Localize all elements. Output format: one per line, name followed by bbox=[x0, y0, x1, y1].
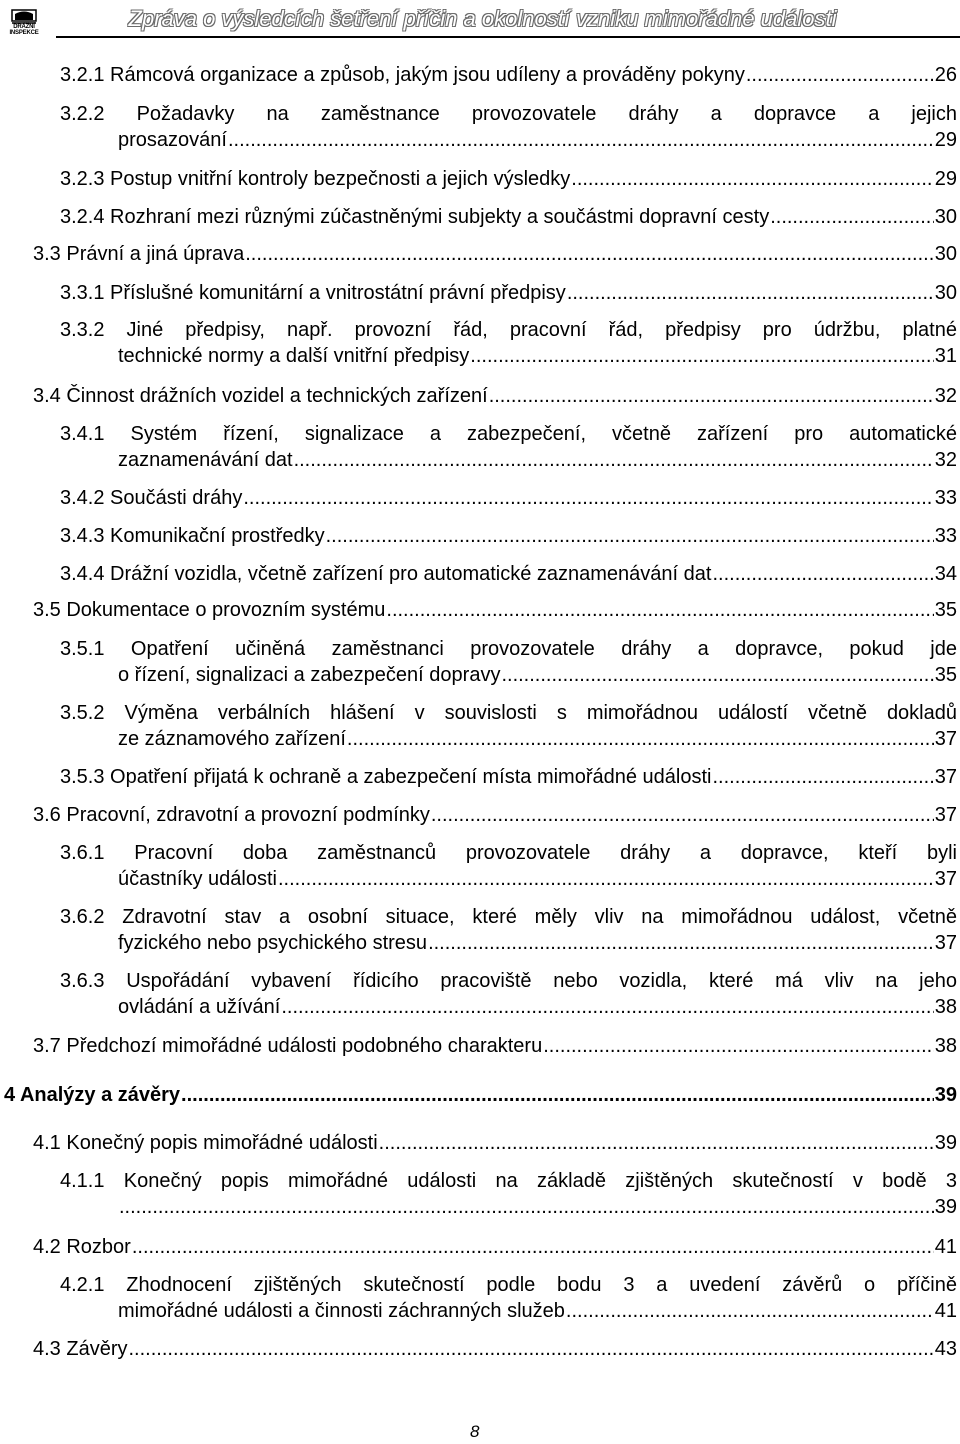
page-number: 8 bbox=[470, 1422, 480, 1441]
toc-leader bbox=[294, 447, 934, 473]
toc-entry[interactable] bbox=[60, 700, 957, 752]
toc-entry-label: ze záznamového zařízení bbox=[118, 728, 346, 750]
toc-leader bbox=[489, 383, 934, 409]
toc-entry-label: 4.2 Rozbor bbox=[33, 1236, 131, 1258]
toc-entry-page: 30 bbox=[934, 206, 957, 228]
toc-entry-label: 3.4.2 Součásti dráhy bbox=[60, 487, 243, 509]
toc-entry[interactable] bbox=[60, 840, 957, 892]
toc-entry-page: 32 bbox=[934, 449, 957, 471]
toc-entry-page: 41 bbox=[934, 1236, 957, 1258]
toc-entry-page: 37 bbox=[934, 932, 957, 954]
toc-entry-page: 39 bbox=[934, 1084, 957, 1106]
toc-leader bbox=[243, 485, 933, 511]
toc-entry[interactable] bbox=[60, 561, 957, 587]
toc-entry-label: ovládání a užívání bbox=[118, 996, 281, 1018]
toc-entry-label: o řízení, signalizaci a zabezpečení dopravy bbox=[118, 664, 501, 686]
toc-entry[interactable] bbox=[33, 383, 957, 409]
toc-entry[interactable] bbox=[33, 1336, 957, 1362]
toc-entry-label: prosazování bbox=[118, 129, 227, 151]
toc-entry-label: 3.2.4 Rozhraní mezi různými zúčastněnými subjekty a součástmi dopravní cesty bbox=[60, 206, 770, 228]
toc-entry-label: 3.5.3 Opatření přijatá k ochraně a zabezpečení místa mimořádné události bbox=[60, 766, 712, 788]
logo-text-line2: INSPEKCE bbox=[9, 30, 39, 36]
toc-entry-label: technické normy a další vnitřní předpisy bbox=[118, 345, 470, 367]
toc-entry-page: 33 bbox=[934, 525, 957, 547]
toc-entry-page: 38 bbox=[934, 1035, 957, 1057]
toc-entry-label-line1: 4.1.1 Konečný popis mimořádné události na základě zjištěných skutečností v bodě 3 bbox=[60, 1170, 957, 1192]
toc-leader bbox=[347, 726, 934, 752]
toc-leader bbox=[379, 1130, 934, 1156]
toc-entry-label-line1: 4.2.1 Zhodnocení zjištěných skutečností podle bodu 3 a uvedení závěrů o příčině bbox=[60, 1274, 957, 1296]
toc-leader bbox=[128, 1336, 933, 1362]
toc-entry[interactable] bbox=[60, 968, 957, 1020]
toc-leader bbox=[326, 523, 934, 549]
toc-leader bbox=[431, 802, 934, 828]
toc-entry-label-line1: 3.4.1 Systém řízení, signalizace a zabezpečení, včetně zařízení pro automatické bbox=[60, 423, 957, 445]
toc-entry-label: 3.3 Právní a jiná úprava bbox=[33, 243, 245, 265]
toc-entry[interactable] bbox=[33, 1033, 957, 1059]
toc-entry[interactable] bbox=[60, 166, 957, 192]
toc-entry-label: fyzického nebo psychického stresu bbox=[118, 932, 428, 954]
toc-entry-label: 3.4.4 Drážní vozidla, včetně zařízení pro automatické zaznamenávání dat bbox=[60, 563, 712, 585]
toc-entry-label: 3.2.1 Rámcová organizace a způsob, jakým jsou udíleny a prováděny pokyny bbox=[60, 64, 745, 86]
toc-leader bbox=[712, 764, 933, 790]
toc-entry-label: 3.7 Předchozí mimořádné události podobného charakteru bbox=[33, 1035, 543, 1057]
toc-entry-label: 4.3 Závěry bbox=[33, 1338, 128, 1360]
toc-entry-label: 4 Analýzy a závěry bbox=[4, 1084, 181, 1106]
toc-entry-label-line1: 3.6.2 Zdravotní stav a osobní situace, které měly vliv na mimořádnou událost, včetně bbox=[60, 906, 957, 928]
toc-entry-label-line1: 3.6.1 Pracovní doba zaměstnanců provozovatele dráhy a dopravce, kteří byli bbox=[60, 842, 957, 864]
toc-entry[interactable] bbox=[33, 1130, 957, 1156]
toc-leader bbox=[281, 994, 933, 1020]
toc-entry-label: účastníky události bbox=[118, 868, 277, 890]
logo-text-line1: DRÁŽNÍ bbox=[13, 24, 35, 30]
toc-entry-label: zaznamenávání dat bbox=[118, 449, 293, 471]
toc-leader bbox=[470, 343, 933, 369]
toc-entry-page: 43 bbox=[934, 1338, 957, 1360]
toc-leader bbox=[428, 930, 934, 956]
toc-entry-page: 26 bbox=[934, 64, 957, 86]
header-title: Zpráva o výsledcích šetření příčin a okolností vzniku mimořádné události bbox=[128, 6, 837, 31]
toc-entry-label-line1: 3.5.2 Výměna verbálních hlášení v souvislosti s mimořádnou událostí včetně dokladů bbox=[60, 702, 957, 724]
toc-entry-page: 32 bbox=[934, 385, 957, 407]
toc-entry-label: 3.4 Činnost drážních vozidel a technických zařízení bbox=[33, 385, 488, 407]
toc-entry-page: 30 bbox=[934, 243, 957, 265]
toc-entry[interactable] bbox=[60, 904, 957, 956]
toc-entry-label: 4.1 Konečný popis mimořádné události bbox=[33, 1132, 378, 1154]
toc-entry-label: mimořádné události a činnosti záchranných služeb bbox=[118, 1300, 565, 1322]
toc-entry[interactable] bbox=[60, 1168, 957, 1220]
toc-leader bbox=[543, 1033, 934, 1059]
toc-entry[interactable] bbox=[60, 523, 957, 549]
toc-entry-page: 35 bbox=[934, 599, 957, 621]
toc-entry-label: 3.3.1 Příslušné komunitární a vnitrostátní právní předpisy bbox=[60, 282, 566, 304]
toc-entry-label-line1: 3.5.1 Opatření učiněná zaměstnanci provozovatele dráhy a dopravce, pokud jde bbox=[60, 638, 957, 660]
toc-leader bbox=[501, 662, 933, 688]
toc-entry-label-line1: 3.3.2 Jiné předpisy, např. provozní řád, pracovní řád, předpisy pro údržbu, platné bbox=[60, 319, 957, 341]
toc-entry[interactable] bbox=[33, 802, 957, 828]
toc-chapter-entry[interactable] bbox=[4, 1082, 957, 1108]
toc-entry[interactable] bbox=[60, 62, 957, 88]
toc-entry-page: 39 bbox=[934, 1196, 957, 1218]
toc-leader bbox=[567, 280, 934, 306]
toc-entry[interactable] bbox=[60, 636, 957, 688]
toc-entry-page: 37 bbox=[934, 868, 957, 890]
toc-entry[interactable] bbox=[60, 764, 957, 790]
toc-entry[interactable] bbox=[60, 1272, 957, 1324]
toc-leader bbox=[712, 561, 933, 587]
toc-entry-page: 29 bbox=[934, 129, 957, 151]
toc-entry[interactable] bbox=[33, 241, 957, 267]
toc-entry[interactable] bbox=[60, 485, 957, 511]
toc-entry-label-line1: 3.6.3 Uspořádání vybavení řídicího pracoviště nebo vozidla, které má vliv na jeho bbox=[60, 970, 957, 992]
toc-leader bbox=[571, 166, 933, 192]
toc-entry-page: 37 bbox=[934, 728, 957, 750]
toc-leader bbox=[566, 1298, 934, 1324]
toc-leader bbox=[770, 204, 934, 230]
toc-leader bbox=[245, 241, 934, 267]
toc-entry-page: 38 bbox=[934, 996, 957, 1018]
toc-entry-page: 41 bbox=[934, 1300, 957, 1322]
toc-entry[interactable] bbox=[60, 317, 957, 369]
toc-entry-label: 3.5 Dokumentace o provozním systému bbox=[33, 599, 386, 621]
toc-entry-page: 34 bbox=[934, 563, 957, 585]
toc-leader bbox=[119, 1194, 934, 1220]
toc-entry[interactable] bbox=[60, 204, 957, 230]
toc-leader bbox=[386, 597, 933, 623]
toc-entry[interactable] bbox=[33, 1234, 957, 1260]
toc-entry-label: 3.2.3 Postup vnitřní kontroly bezpečnosti a jejich výsledky bbox=[60, 168, 571, 190]
toc-entry-page: 39 bbox=[934, 1132, 957, 1154]
toc-entry[interactable] bbox=[60, 421, 957, 473]
toc-entry-page: 30 bbox=[934, 282, 957, 304]
toc-entry-page: 33 bbox=[934, 487, 957, 509]
toc-leader bbox=[278, 866, 934, 892]
toc-leader bbox=[746, 62, 934, 88]
toc-entry-page: 35 bbox=[934, 664, 957, 686]
toc-entry-page: 37 bbox=[934, 766, 957, 788]
toc-entry-page: 37 bbox=[934, 804, 957, 826]
toc-entry-label-line1: 3.2.2 Požadavky na zaměstnance provozovatele dráhy a dopravce a jejich bbox=[60, 103, 957, 125]
toc-leader bbox=[132, 1234, 934, 1260]
toc-entry[interactable] bbox=[60, 101, 957, 153]
toc-entry-page: 31 bbox=[934, 345, 957, 367]
toc-entry[interactable] bbox=[60, 280, 957, 306]
toc-entry[interactable] bbox=[33, 597, 957, 623]
toc-leader bbox=[228, 127, 934, 153]
toc-entry-page: 29 bbox=[934, 168, 957, 190]
toc-entry-label: 3.6 Pracovní, zdravotní a provozní podmínky bbox=[33, 804, 430, 826]
toc-entry-label: 3.4.3 Komunikační prostředky bbox=[60, 525, 325, 547]
toc-leader bbox=[181, 1082, 934, 1108]
